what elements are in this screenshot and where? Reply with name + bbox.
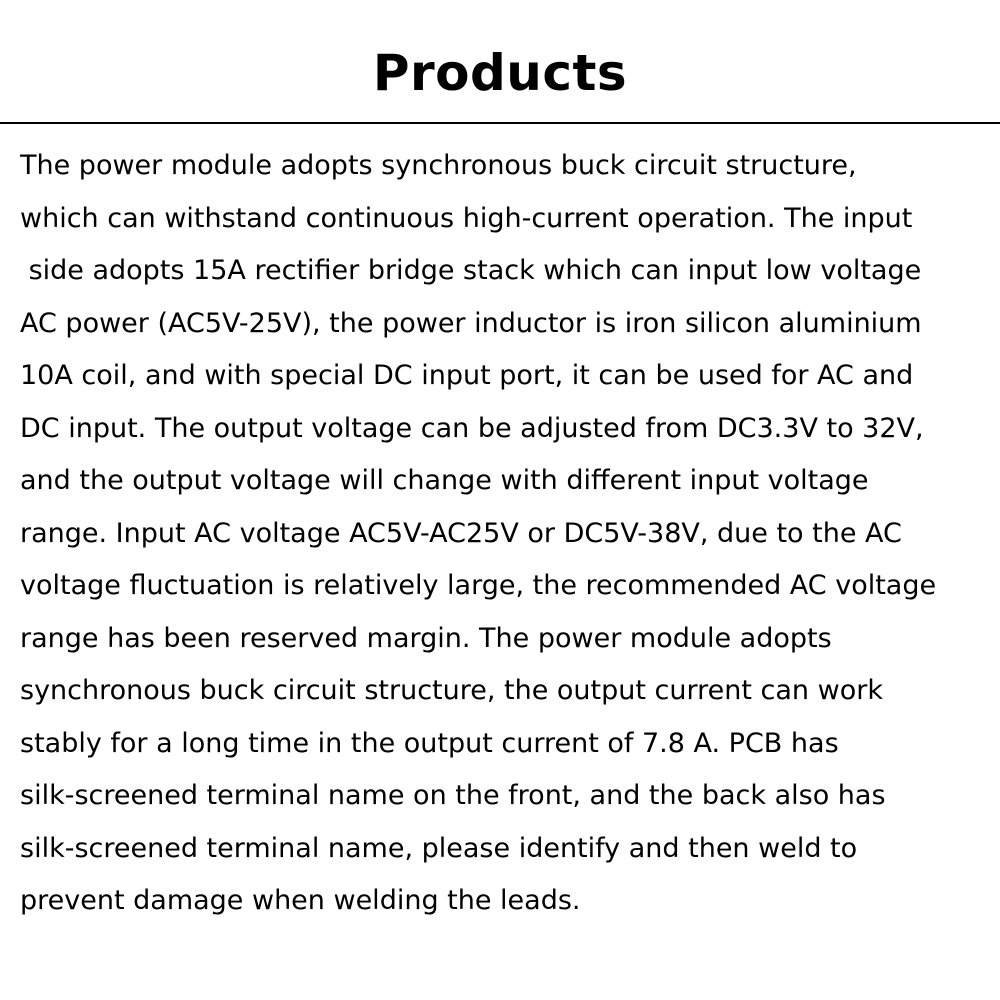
description-line: DC input. The output voltage can be adjusted from DC3.3V to 32V, <box>20 412 924 444</box>
description-line: The power module adopts synchronous buck circuit structure, <box>20 150 857 181</box>
description-line: which can withstand continuous high-current operation. The input <box>20 202 913 234</box>
description-line: and the output voltage will change with different input voltage <box>20 465 869 496</box>
description-line: prevent damage when welding the leads. <box>20 885 581 916</box>
description-line: voltage fluctuation is relatively large, the recommended AC voltage <box>20 570 937 601</box>
description-line: 10A coil, and with special DC input port, it can be used for AC and <box>20 360 914 391</box>
description-line: silk-screened terminal name, please identify and then weld to <box>20 832 858 864</box>
page-header <box>0 0 1000 124</box>
description-line: silk-screened terminal name on the front, and the back also has <box>20 780 886 811</box>
description-line: side adopts 15A rectifier bridge stack which can input low voltage <box>20 255 922 286</box>
description-line: stably for a long time in the output current of 7.8 A. PCB has <box>20 727 839 759</box>
description-line: synchronous buck circuit structure, the output current can work <box>20 675 883 706</box>
description-line: AC power (AC5V-25V), the power inductor is iron silicon aluminium <box>20 307 922 339</box>
description-line: range has been reserved margin. The power module adopts <box>20 622 832 654</box>
description-line: range. Input AC voltage AC5V-AC25V or DC5V-38V, due to the AC <box>20 517 902 549</box>
header-divider <box>0 122 1000 124</box>
product-description <box>20 140 995 928</box>
page-title: Products <box>372 44 628 102</box>
